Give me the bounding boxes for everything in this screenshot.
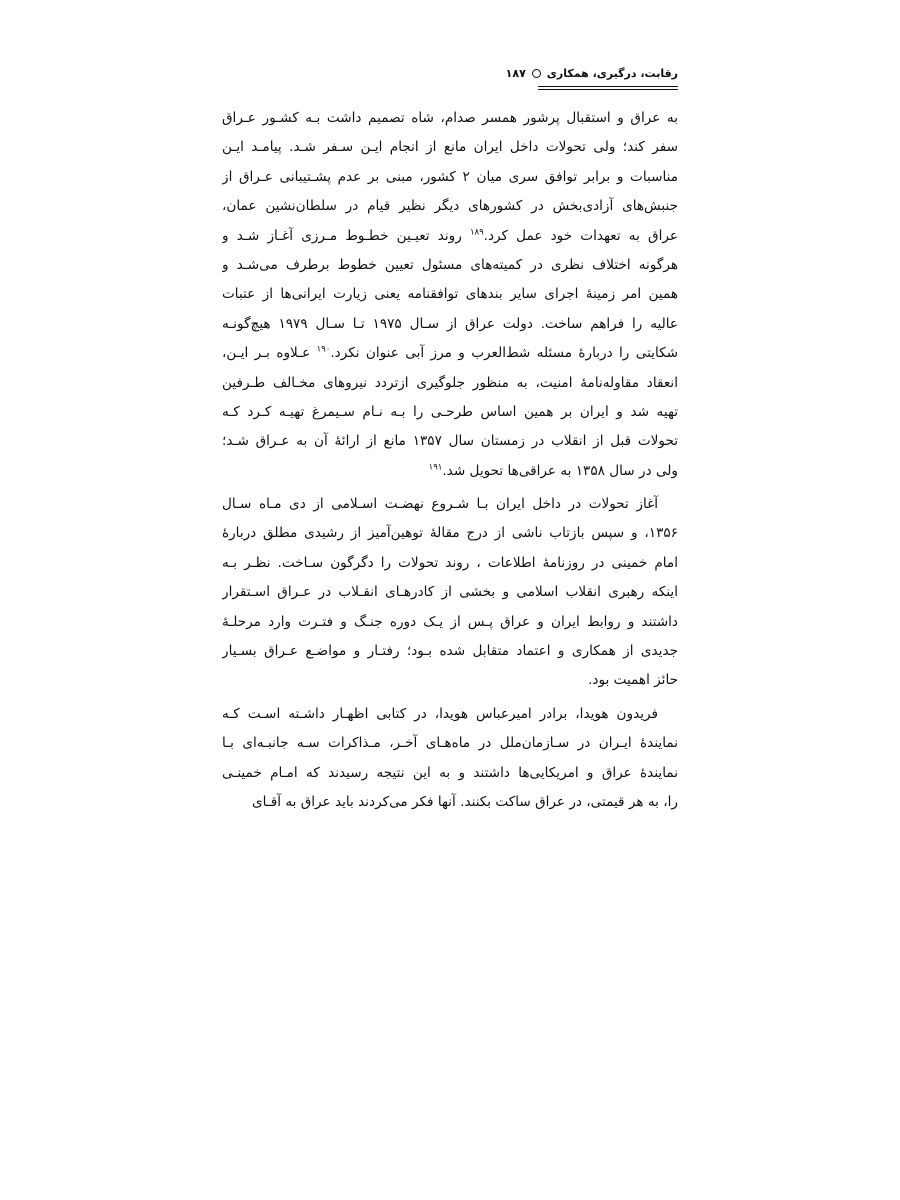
text-line: نمایندهٔ ایـران در سـازمان‌ملل در ماه‌هـای آخـر، مـذاکرات سـه جانبـه‌ای بـا	[222, 735, 678, 752]
text-line: آغاز تحولات در داخل ایران بـا شـروع نهضـت اسـلامی از دی مـاه سـال	[222, 496, 658, 513]
text-line: سفر کند؛ ولی تحولات داخل ایران مانع از انجام ایـن سـفر شـد. پیامـد ایـن	[222, 139, 678, 156]
text-line: داشتند و روابط ایران و عراق پـس از یـک دوره جنـگ و فتـرت وارد مرحلـهٔ	[222, 613, 678, 630]
text-line: شکایتی را دربارهٔ مسئله شط‌العرب و مرز آبی عنوان نکرد.$^{۱۹۰}$ عـلاوه بـر ایـن،	[222, 344, 678, 362]
text-line: ۱۳۵۶، و سپس بازتاب ناشی از درج مقالهٔ توهین‌آمیز از رشیدی مطلق دربارهٔ	[222, 525, 678, 542]
running-head	[222, 62, 678, 84]
text-line: مناسبات و برابر توافق سری میان ۲ کشور، مبنی بر عدم پشـتیبانی عـراق از	[222, 168, 678, 185]
footnote-ref: ۱۹۰	[316, 344, 331, 355]
footnote-ref: ۱۸۹	[469, 227, 484, 238]
text-line: عالیه را فراهم ساخت. دولت عراق از سـال ۱۹۷۵ تـا سـال ۱۹۷۹ هیچ‌گونـه	[222, 315, 678, 332]
text-line: هرگونه اختلاف نظری در کمیته‌های مسئول تعیین خطوط برطرف می‌شـد و	[222, 256, 678, 273]
text-line: ولی در سال ۱۳۵۸ به عراقی‌ها تحویل شد.$^{۱۹۱}$	[428, 462, 678, 479]
book-page	[222, 62, 678, 817]
text-line: انعقاد مقاوله‌نامهٔ امنیت، به منظور جلوگیری ازتردد نیروهای مخـالف طـرفین	[222, 374, 678, 391]
circle-ornament-icon	[532, 69, 541, 78]
text-line: را، به هر قیمتی، در عراق ساکت بکنند. آنها فکر می‌کردند باید عراق به آقـای	[251, 793, 678, 810]
text-line: جدیدی از همکاری و اعتماد متقابل شده بـود؛ رفتـار و مواضـع عـراق بسـیار	[222, 643, 678, 660]
text-line: حائز اهمیت بود.	[588, 672, 678, 689]
paragraph	[222, 104, 678, 486]
text-line: به عراق و استقبال پرشور همسر صدام، شاه تصمیم داشت بـه کشـور عـراق	[222, 110, 678, 126]
text-line: تحولات قبل از انقلاب در زمستان سال ۱۳۵۷ مانع از ارائهٔ آن به عـراق شـد؛	[222, 433, 678, 450]
text-line: همین امر زمینهٔ اجرای سایر بندهای توافقنامه یعنی زیارت ایرانی‌ها از عتبات	[222, 286, 678, 303]
text-line: عراق به تعهدات خود عمل کرد.$^{۱۸۹}$ روند تعیـین خطـوط مـرزی آغـاز شـد و	[222, 227, 678, 244]
text-line: نمایندهٔ عراق و امریکایی‌ها داشتند و به این نتیجه رسیدند که امـام خمینـی	[222, 764, 678, 781]
body-text	[222, 104, 678, 817]
paragraph	[222, 490, 678, 696]
text-line: جنبش‌های آزادی‌بخش در کشورهای دیگر نظیر قیام در سلطان‌نشین عمان،	[222, 198, 678, 215]
text-line: امام خمینی در روزنامهٔ اطلاعات ، روند تحولات را دگرگون سـاخت. نظـر بـه	[222, 554, 678, 571]
running-head-title: رقابت، درگیری، همکاری	[546, 66, 678, 80]
text-line: فریدون هویدا، برادر امیرعباس هویدا، در کتابی اظهـار داشـته اسـت کـه	[222, 705, 658, 722]
text-line: اینکه رهبری انقلاب اسلامی و بخشی از کادرهـای انقـلاب در عـراق اسـتقرار	[222, 584, 678, 601]
header-double-rule	[538, 86, 678, 90]
footnote-ref: ۱۹۱	[428, 462, 443, 473]
paragraph	[222, 700, 678, 818]
text-line: تهیه شد و ایران بر همین اساس طرحـی را بـه نـام سـیمرغ تهیـه کـرد کـه	[222, 403, 678, 420]
page-number: ۱۸۷	[505, 66, 526, 80]
